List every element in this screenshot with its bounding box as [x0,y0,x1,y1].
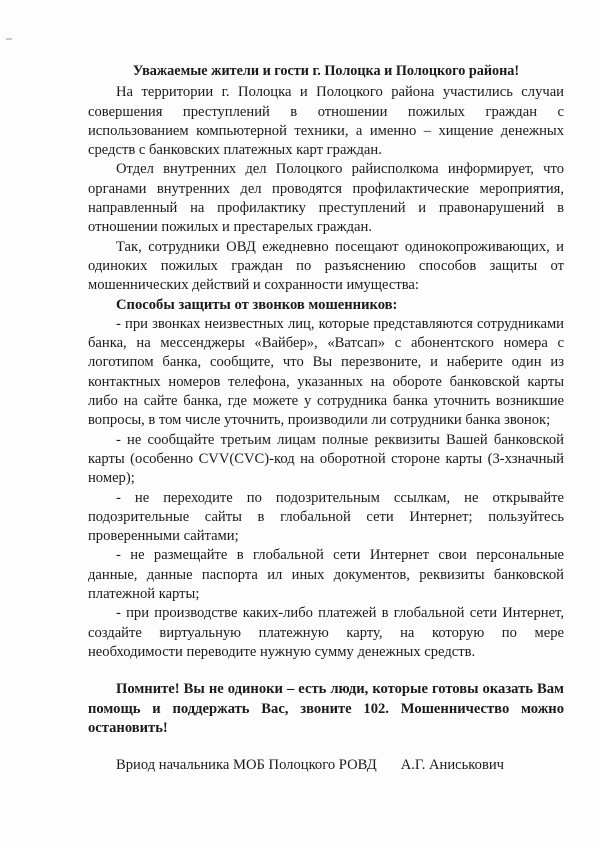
paragraph-department: Отдел внутренних дел Полоцкого райисполкома информирует, что органами внутренних дел проводятся профилактические мероприятия, направленный на профилактику преступлений и правонарушений в отношении пожилых и престарелых граждан. [88,161,564,236]
section-heading: Способы защиты от звонков мошенников: [116,296,398,313]
document-title: Уважаемые жители и гости г. Полоцка и Полоцкого района! [132,63,520,79]
warning-text: Помните! Вы не одиноки – есть люди, которые готовы оказать Вам помощь и поддержать Вас, звоните 102. Мошенничество можно остановить! [88,681,564,736]
document-body [88,62,564,775]
list-item: - не переходите по подозрительным ссылкам, не открывайте подозрительные сайты в глобальной сети Интернет; пользуйтесь проверенными сайтами; [88,489,564,545]
signature-position: Вриод начальника МОБ Полоцкого РОВД [116,757,377,774]
signature-name: А.Г. Аниськович [400,757,504,774]
scan-mark [6,38,12,40]
signature-block [88,756,564,775]
list-item: - не сообщайте третьим лицам полные реквизиты Вашей банковской карты (особенно CVV(CVC)-код на оборотной стороне карты (3-хзначный номер); [88,431,564,487]
list-item: - не размещайте в глобальной сети Интернет свои персональные данные, данные паспорта ил иных документов, реквизиты банковской платежной карты; [88,547,564,603]
list-item: - при производстве каких-либо платежей в глобальной сети Интернет, создайте виртуальную платежную карту, на которую по мере необходимости переводите нужную сумму денежных средств. [88,605,564,660]
paragraph-intro: На территории г. Полоцка и Полоцкого района участились случаи совершения преступлений в отношении пожилых граждан с использованием компьютерной техники, а именно – хищение денежных средств с банковских платежных карт граждан. [88,84,564,159]
paragraph-visits: Так, сотрудники ОВД ежедневно посещают одинокопроживающих, и одиноких пожилых граждан по разъяснению способов защиты от мошеннических действий и сохранности имущества: [88,238,564,294]
list-item: - при звонках неизвестных лиц, которые представляются сотрудниками банка, на мессенджеры «Вайбер», «Ватсап» с абонентского номера с логотипом банка, сообщите, что Вы перезвоните, и наберите один из контактных номеров телефона, указанных на обороте банковской карты либо на сайте банка, где можете у сотрудника банка уточнить возникшие вопросы, в том числе уточнить, производили ли сотрудники банка звонок; [88,315,564,429]
